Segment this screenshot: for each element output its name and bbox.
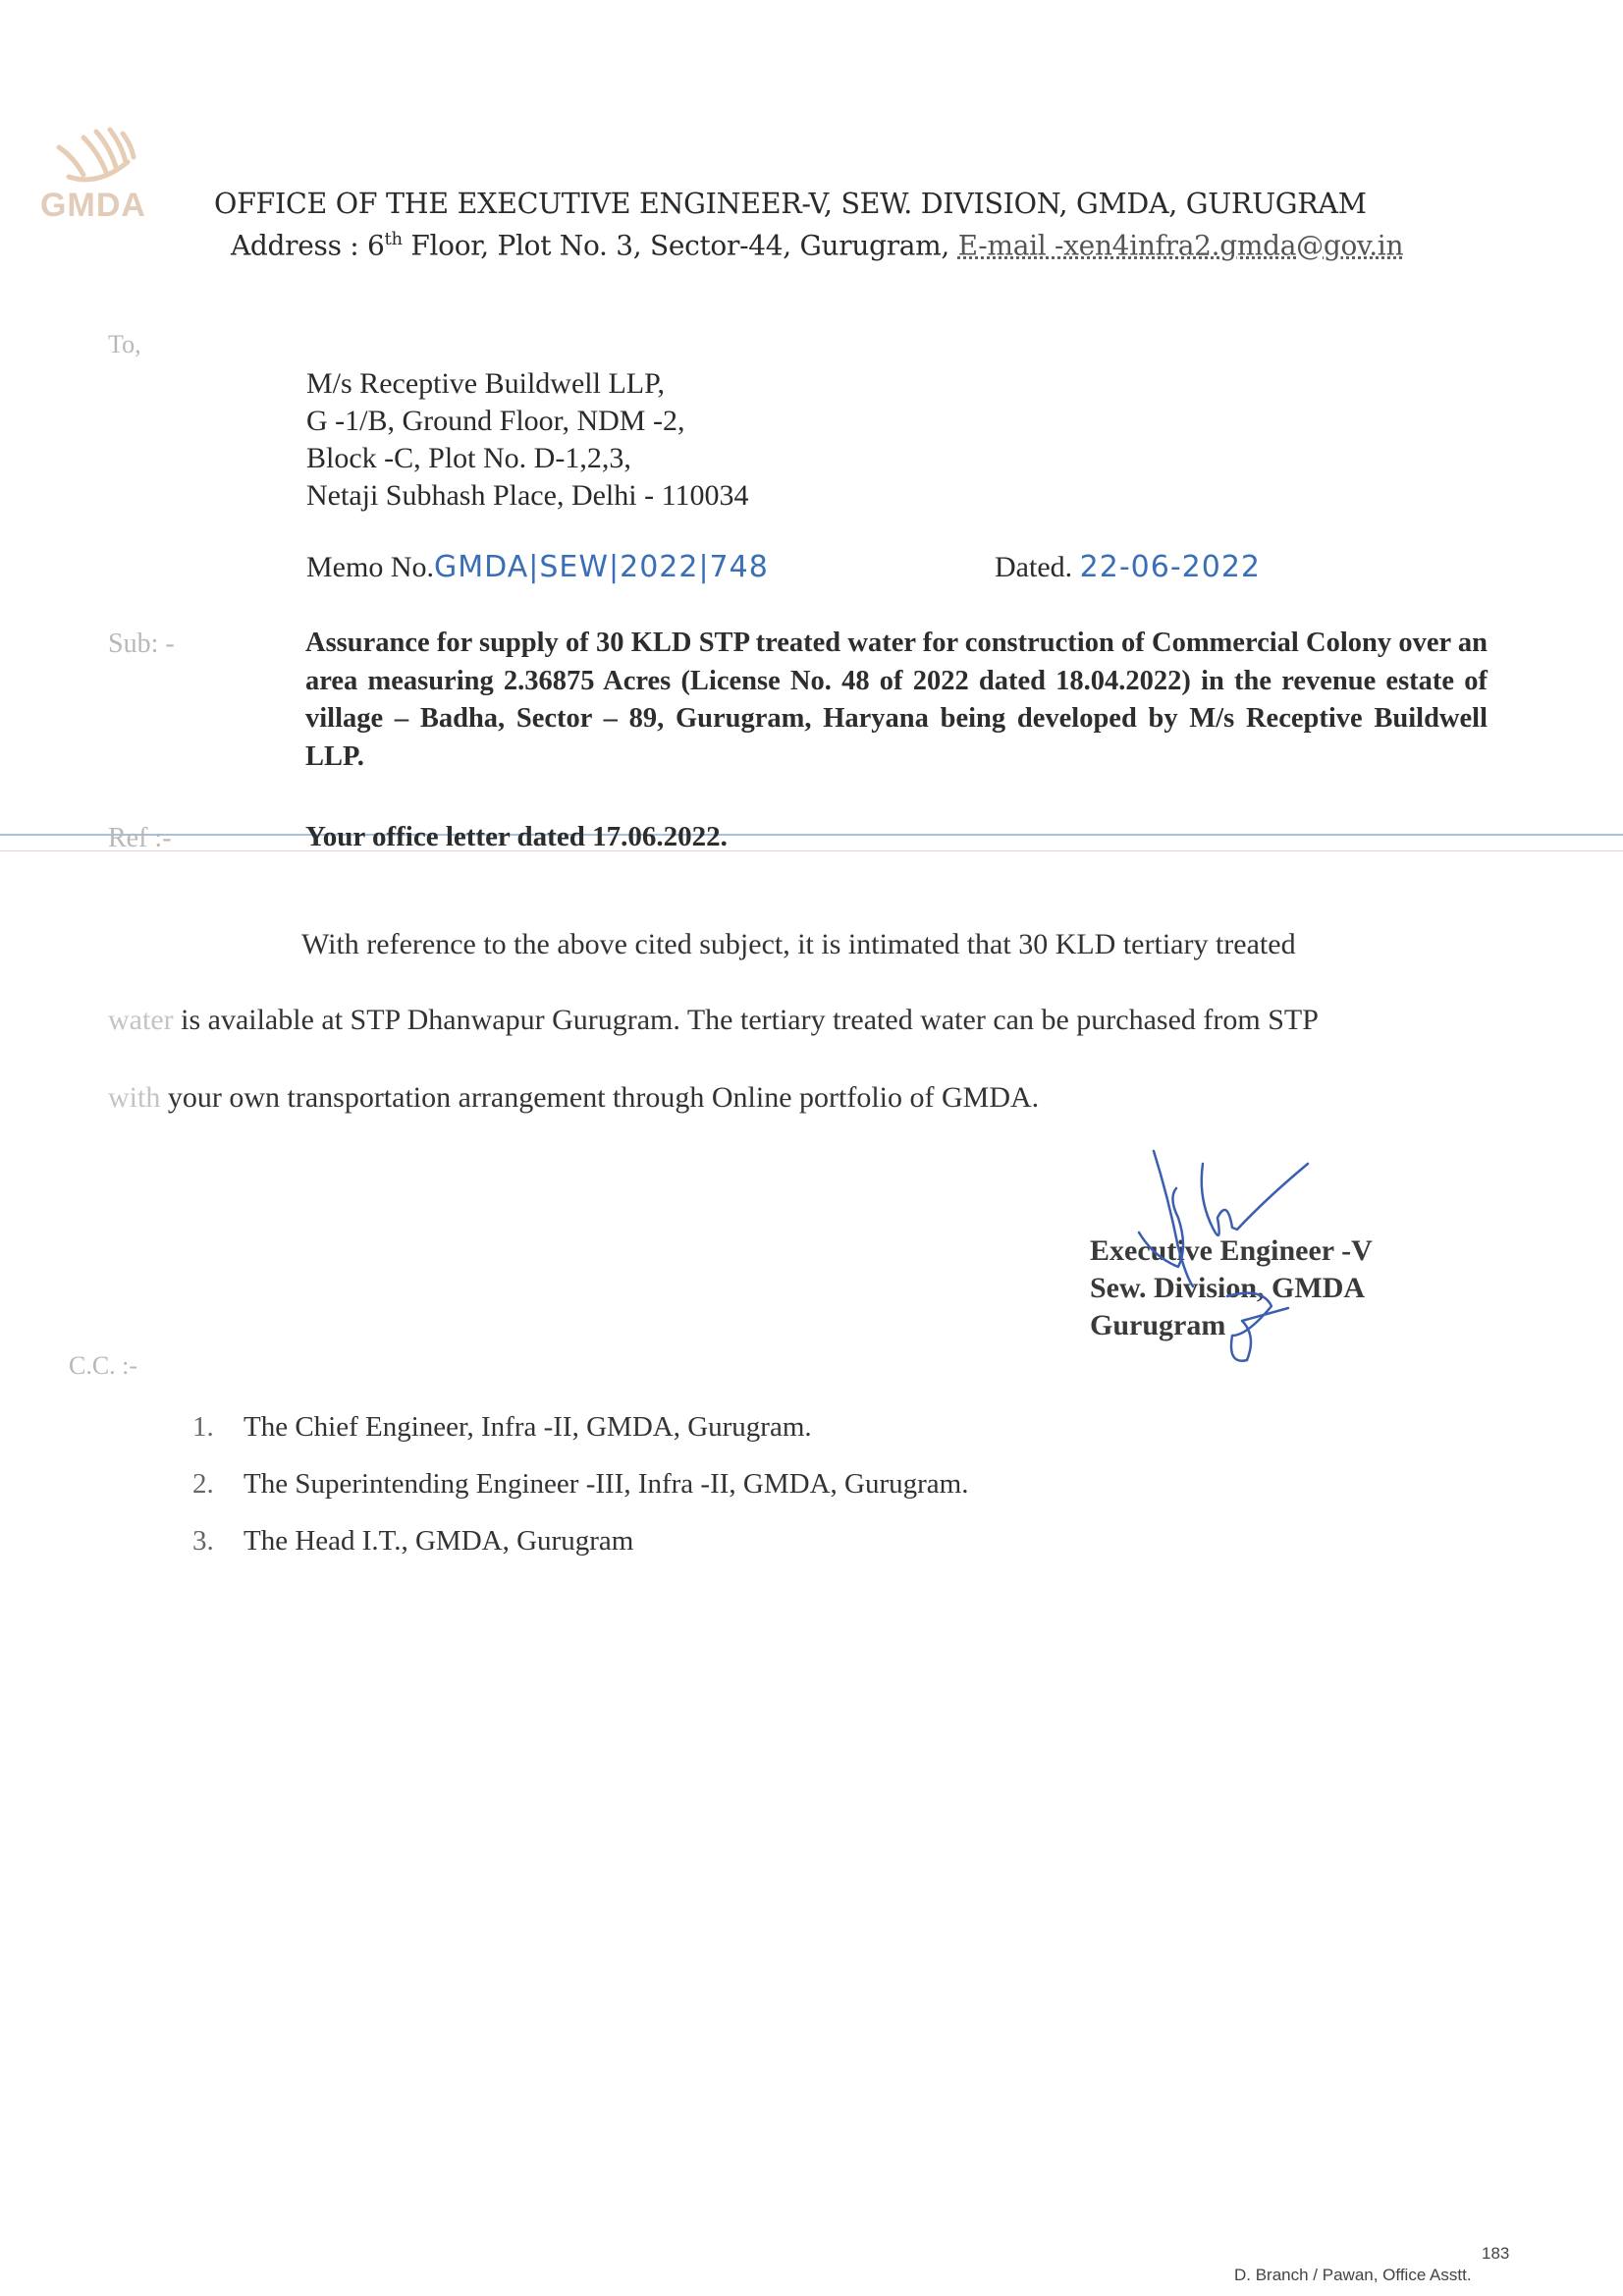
memo-date (995, 550, 1261, 584)
reference-label: Ref :- (108, 823, 172, 853)
office-heading: OFFICE OF THE EXECUTIVE ENGINEER-V, SEW. DIVISION, GMDA, GURUGRAM (214, 188, 1367, 220)
address-line: Netaji Subhash Place, Delhi - 110034 (306, 479, 749, 512)
body-text: your own transportation arrangement through Online portfolio of GMDA. (160, 1081, 1040, 1114)
reference-text: Your office letter dated 17.06.2022. (305, 821, 728, 852)
cc-number: 1. (192, 1411, 214, 1443)
office-address (231, 229, 1403, 261)
body-line-2 (108, 1004, 1319, 1037)
gmda-logo (29, 118, 157, 226)
page-number: 183 (1482, 2244, 1510, 2263)
body-text: is available at STP Dhanwapur Gurugram. The tertiary treated water can be purchased from STP (173, 1004, 1319, 1036)
memo-label: Memo No. (306, 551, 434, 583)
signature-block (1031, 1139, 1473, 1385)
signature-scribble-icon (1031, 1139, 1473, 1385)
cc-text: The Superintending Engineer -III, Infra -II, GMDA, Gurugram. (243, 1468, 969, 1500)
address-line: G -1/B, Ground Floor, NDM -2, (306, 405, 685, 437)
recipient-address (306, 365, 748, 515)
scan-line (0, 834, 1623, 836)
dated-label: Dated. (995, 551, 1073, 583)
address-sup: th (384, 229, 403, 249)
cc-text: The Chief Engineer, Infra -II, GMDA, Gurugram. (243, 1411, 812, 1443)
memo-number (306, 550, 769, 584)
body-line-3 (108, 1081, 1039, 1115)
cc-text: The Head I.T., GMDA, Gurugram (243, 1525, 634, 1557)
cc-list (192, 1398, 968, 1569)
cc-label: C.C. :- (69, 1351, 138, 1380)
logo-emblem-icon (29, 118, 157, 196)
cc-item (192, 1398, 968, 1455)
email-link[interactable]: E-mail -xen4infra2.gmda@gov.in (957, 229, 1404, 262)
address-line: M/s Receptive Buildwell LLP, (306, 367, 665, 400)
body-faded-word: with (108, 1081, 161, 1114)
subject-label: Sub: - (108, 629, 175, 659)
to-label: To, (108, 330, 141, 358)
subject-text: Assurance for supply of 30 KLD STP treated water for construction of Commercial Colony over an area measuring 2.36875 Acres (License No. 48 of 2022 dated 18.04.2022) in the revenue estate of village – Badha, Sector – 89, Gurugram, Haryana being developed by M/s Receptive Buildwell LLP. (305, 628, 1488, 772)
body-faded-word: water (108, 1004, 174, 1036)
scan-line (0, 850, 1623, 851)
body-line-1: With reference to the above cited subject, it is intimated that 30 KLD tertiary treated (301, 928, 1296, 960)
dated-value: 22-06-2022 (1079, 550, 1261, 584)
address-prefix: Address : 6 (231, 229, 385, 262)
footer-note: D. Branch / Pawan, Office Asstt. (1234, 2266, 1472, 2284)
signatory-line: Sew. Division, GMDA (1090, 1272, 1366, 1304)
cc-item (192, 1512, 968, 1569)
signatory-line: Gurugram (1090, 1309, 1226, 1341)
cc-item (192, 1455, 968, 1512)
address-line: Block -C, Plot No. D-1,2,3, (306, 442, 631, 474)
memo-value: GMDA|SEW|2022|748 (434, 550, 769, 584)
cc-number: 3. (192, 1525, 214, 1557)
cc-number: 2. (192, 1468, 214, 1500)
address-rest: Floor, Plot No. 3, Sector-44, Gurugram, (402, 229, 958, 262)
logo-text: GMDA (40, 187, 146, 224)
signatory-line: Executive Engineer -V (1090, 1234, 1373, 1267)
